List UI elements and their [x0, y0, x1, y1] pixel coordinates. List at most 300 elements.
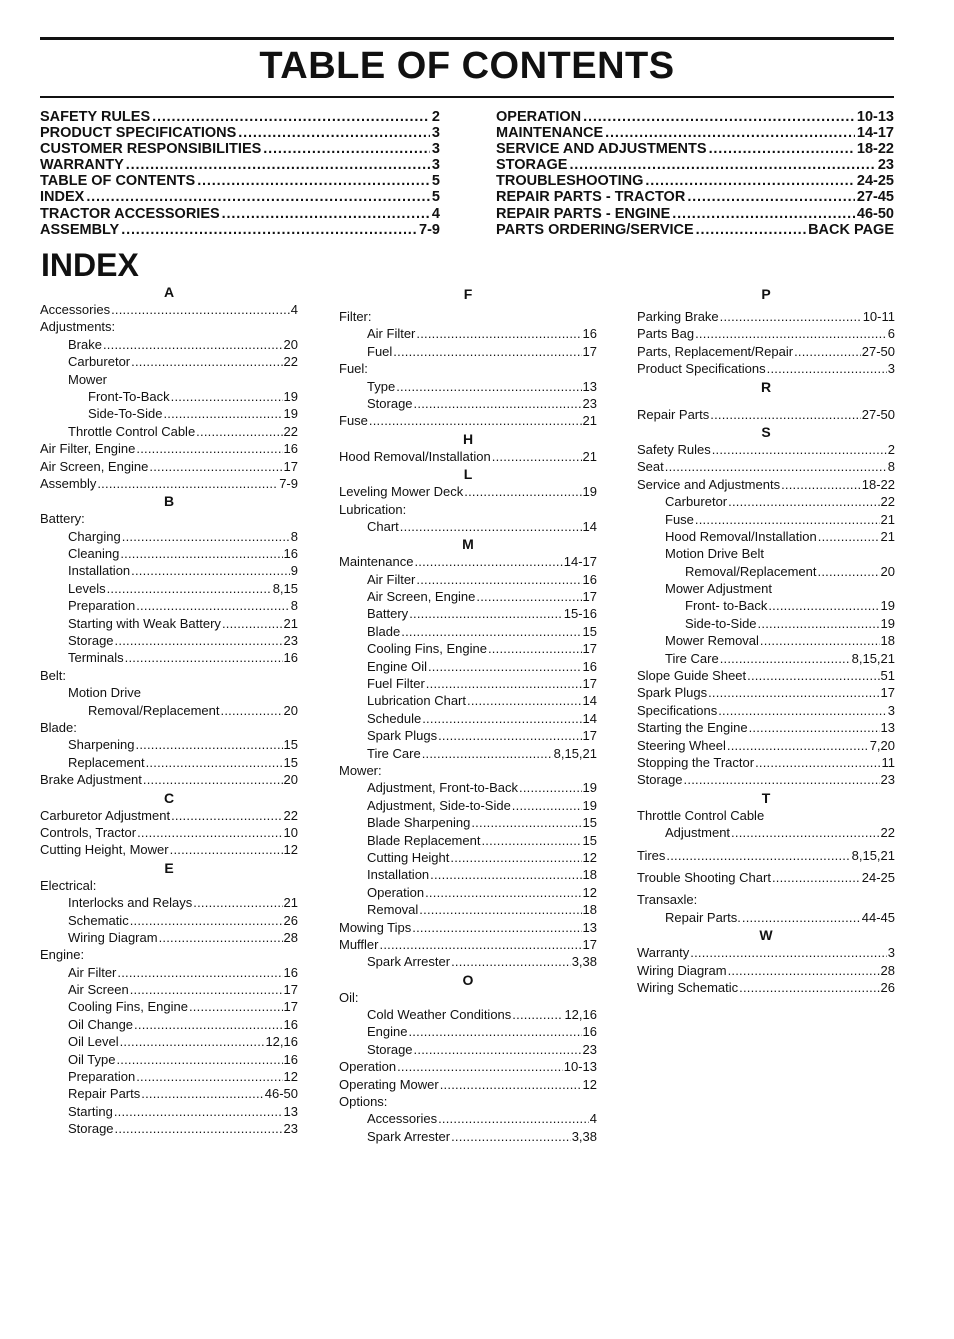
dot-leader [720, 650, 851, 667]
index-entry-page: 17 [582, 343, 597, 359]
index-entry [339, 395, 597, 412]
dot-leader [197, 173, 430, 189]
index-entry-page: 4 [290, 302, 298, 317]
index-entry-label: Operation [339, 1059, 397, 1075]
index-entry [40, 894, 298, 911]
index-entry [637, 847, 895, 864]
index-entry-page: 3,38 [571, 1128, 597, 1144]
index-entry [40, 684, 298, 701]
dot-leader [794, 343, 861, 360]
index-entry [637, 719, 895, 736]
index-entry [40, 877, 298, 894]
dot-leader [130, 981, 283, 998]
index-entry [40, 615, 298, 632]
index-entry [339, 1110, 597, 1127]
dot-leader [126, 157, 430, 173]
dot-leader [146, 754, 283, 771]
index-entry-page: 12 [582, 1076, 597, 1092]
index-entry-page: 23 [283, 1121, 298, 1137]
dot-leader [221, 702, 283, 719]
index-entry [637, 807, 895, 824]
index-entry-label: Slope Guide Sheet [637, 668, 747, 684]
index-entry-page: 16 [582, 571, 597, 587]
index-entry-label: Oil: [339, 989, 359, 1005]
index-entry-label: Service and Adjustments [637, 476, 781, 492]
index-entry-page: 21 [582, 448, 597, 464]
dot-leader [712, 441, 887, 458]
dot-leader [739, 979, 879, 996]
toc-entry-label: PRODUCT SPECIFICATIONS [40, 125, 237, 142]
index-entry-label: Product Specifications [637, 361, 766, 377]
dot-leader [121, 222, 417, 238]
index-entry-page: 17 [283, 999, 298, 1015]
index-entry [339, 1076, 597, 1093]
index-entry-label: Tires [637, 847, 666, 863]
index-entry [637, 979, 895, 996]
index-entry [339, 814, 597, 831]
index-entry [637, 476, 895, 493]
index-entry [40, 719, 298, 736]
index-entry-page: 27-50 [861, 343, 895, 359]
index-entry [339, 1041, 597, 1058]
index-entry-page: 15 [582, 815, 597, 831]
dot-leader [720, 308, 862, 325]
dot-leader [695, 325, 887, 342]
index-entry [40, 1033, 298, 1050]
dot-leader [120, 545, 282, 562]
index-entry-label: Accessories [367, 1111, 438, 1127]
index-entry [339, 448, 597, 465]
index-entry-label: Installation [367, 867, 430, 883]
index-entry [40, 318, 298, 335]
index-entry-label: Wiring Schematic [637, 979, 739, 995]
index-entry [40, 754, 298, 771]
index-entry-page: 16 [582, 326, 597, 342]
index-entry [637, 615, 895, 632]
dot-leader [605, 125, 855, 141]
index-entry [339, 779, 597, 796]
index-entry-label: Oil Level [68, 1034, 119, 1050]
index-entry-page: 23 [582, 395, 597, 411]
index-entry-label: Starting the Engine [637, 720, 748, 736]
index-entry-page: 12 [283, 1069, 298, 1085]
dot-leader [130, 912, 283, 929]
dot-leader [131, 562, 290, 579]
index-entry-label: Fuse [339, 413, 368, 429]
index-entry-label: Storage [367, 1041, 413, 1057]
index-entry [637, 511, 895, 528]
index-entry-page: 17 [582, 936, 597, 952]
index-entry-page: 8 [290, 598, 298, 614]
dot-leader [416, 571, 581, 588]
index-entry-label: Removal/Replacement [88, 702, 220, 718]
index-entry-page: 14 [582, 693, 597, 709]
dot-leader [196, 423, 282, 440]
index-entry-page: 19 [582, 484, 597, 500]
index-entry [637, 891, 895, 908]
index-entry-page: 17 [582, 676, 597, 692]
index-entry-page: 16 [582, 1024, 597, 1040]
index-entry-page: 12 [283, 842, 298, 858]
index-letter-heading: E [164, 859, 174, 876]
toc-entry-page: 4 [431, 205, 440, 222]
dot-leader [380, 936, 582, 953]
index-entry [40, 964, 298, 981]
index-entry-label: Storage [637, 772, 683, 788]
index-entry [40, 440, 298, 457]
index-entry-page: 11 [881, 754, 895, 770]
dot-leader [238, 125, 430, 141]
dot-leader [464, 483, 581, 500]
index-entry-page: 4 [589, 1111, 597, 1127]
index-entry-label: Cold Weather Conditions [367, 1007, 512, 1023]
dot-leader [665, 458, 887, 475]
index-letter-heading: A [163, 284, 175, 300]
index-entry-page: 19 [880, 598, 895, 614]
toc-entry-page: 27-45 [856, 189, 894, 206]
index-entry-label: Interlocks and Relays [68, 895, 193, 911]
index-entry-label: Adjustments: [40, 319, 116, 335]
toc-entry-page: BACK PAGE [808, 221, 894, 238]
dot-leader [414, 395, 582, 412]
index-entry-page: 13 [582, 378, 597, 394]
index-entry [40, 1085, 298, 1102]
index-entry [339, 989, 597, 1006]
index-entry-label: Terminals [68, 650, 124, 666]
dot-leader [414, 1041, 582, 1058]
index-entry-page: 3 [887, 945, 895, 961]
index-entry-page: 6 [887, 326, 895, 342]
index-entry [339, 866, 597, 883]
index-entry [339, 412, 597, 429]
dot-leader [103, 336, 283, 353]
index-entry [40, 528, 298, 545]
index-entry [40, 841, 298, 858]
index-entry [339, 692, 597, 709]
index-entry [339, 1006, 597, 1023]
index-entry-label: Specifications [637, 702, 718, 718]
index-entry-label: Repair Parts [68, 1086, 141, 1102]
index-entry-label: Steering Wheel [637, 737, 726, 753]
index-entry [40, 771, 298, 788]
index-entry [339, 518, 597, 535]
index-entry-label: Operating Mower [339, 1076, 439, 1092]
index-entry-label: Removal/Replacement [685, 563, 817, 579]
index-entry-page: 8 [290, 528, 298, 544]
dot-leader [136, 1068, 282, 1085]
index-entry-label: Motion Drive Belt [665, 546, 764, 562]
index-entry-page: 24-25 [861, 869, 895, 885]
dot-leader [369, 412, 582, 429]
index-entry-page: 8,15,21 [851, 650, 895, 666]
index-entry-label: Oil Type [68, 1051, 116, 1067]
dot-leader [451, 953, 571, 970]
index-entry-label: Cooling Fins, Engine [367, 641, 487, 657]
index-entry [40, 946, 298, 963]
toc-entry [496, 125, 894, 141]
index-entry-page: 17 [283, 458, 298, 474]
dot-leader [488, 640, 582, 657]
index-entry-page: 7-9 [279, 475, 298, 491]
index-entry-page: 23 [582, 1041, 597, 1057]
dot-leader [414, 553, 562, 570]
index-entry-page: 23 [880, 772, 895, 788]
index-entry [40, 632, 298, 649]
index-entry [637, 343, 895, 360]
toc-entry-label: TABLE OF CONTENTS [40, 173, 196, 190]
index-entry [339, 1023, 597, 1040]
index-entry-page: 22 [880, 825, 895, 841]
dot-leader [758, 615, 880, 632]
index-entry-label: Charging [68, 528, 121, 544]
toc-entry [496, 189, 894, 205]
index-entry [40, 702, 298, 719]
index-entry-label: Adjustment [665, 825, 731, 841]
dot-leader [710, 406, 861, 423]
dot-leader [476, 588, 581, 605]
dot-leader [666, 847, 850, 864]
index-entry-label: Carburetor [68, 354, 131, 370]
toc-entry [496, 206, 894, 222]
dot-leader [467, 692, 582, 709]
index-entry [40, 475, 298, 492]
index-entry [40, 807, 298, 824]
dot-leader [136, 440, 282, 457]
dot-leader [718, 702, 887, 719]
index-entry [637, 632, 895, 649]
index-entry [637, 563, 895, 580]
index-entry [637, 869, 895, 886]
index-entry [40, 336, 298, 353]
toc-entry [40, 141, 440, 157]
index-entry-label: Spark Arrester [367, 1128, 451, 1144]
index-entry-label: Controls, Tractor [40, 824, 137, 840]
dot-leader [409, 605, 563, 622]
index-entry-page: 16 [283, 1051, 298, 1067]
index-entry [40, 1103, 298, 1120]
index-entry-label: Muffler [339, 936, 379, 952]
toc-entry-label: REPAIR PARTS - ENGINE [496, 205, 671, 222]
dot-leader [170, 841, 283, 858]
index-entry-page: 27-50 [861, 406, 895, 422]
index-entry [40, 597, 298, 614]
dot-leader [760, 632, 880, 649]
index-entry-label: Sharpening [68, 737, 135, 753]
index-entry-page: 21 [582, 413, 597, 429]
index-letter-heading: W [759, 927, 773, 944]
index-entry-label: Engine Oil [367, 658, 427, 674]
index-entry-label: Fuel [367, 343, 393, 359]
index-entry [339, 343, 597, 360]
dot-leader [134, 1016, 282, 1033]
dot-leader [111, 301, 290, 318]
index-entry [339, 553, 597, 570]
index-entry [637, 684, 895, 701]
index-entry [637, 458, 895, 475]
index-entry-label: Cleaning [68, 546, 120, 562]
dot-leader [569, 157, 875, 173]
index-entry-page: 16 [582, 658, 597, 674]
index-entry-label: Schematic [68, 912, 129, 928]
index-title: INDEX [41, 247, 139, 283]
index-entry-label: Storage [68, 633, 114, 649]
index-entry-label: Safety Rules [637, 441, 711, 457]
toc-entry-label: SAFETY RULES [40, 109, 151, 125]
dot-leader [492, 448, 582, 465]
dot-leader [818, 528, 880, 545]
index-entry [637, 528, 895, 545]
index-entry-label: Assembly [40, 475, 97, 491]
index-entry [637, 702, 895, 719]
dot-leader [425, 884, 581, 901]
index-entry-label: Throttle Control Cable [637, 807, 765, 823]
index-entry-label: Oil Change [68, 1016, 134, 1032]
index-entry-page: 3 [887, 361, 895, 377]
index-entry [339, 378, 597, 395]
toc-entry-page: 46-50 [856, 205, 894, 222]
index-entry [339, 1093, 597, 1110]
dot-leader [747, 667, 879, 684]
index-entry-label: Adjustment, Front-to-Back [367, 780, 518, 796]
index-entry [637, 650, 895, 667]
index-entry-label: Blade Sharpening [367, 815, 471, 831]
index-entry-label: Options: [339, 1094, 388, 1110]
index-entry [637, 667, 895, 684]
index-entry [637, 406, 895, 423]
index-entry [40, 649, 298, 666]
index-entry [339, 797, 597, 814]
index-letter-heading: H [462, 430, 474, 447]
index-entry-label: Parking Brake [637, 309, 719, 324]
index-entry [40, 371, 298, 388]
index-entry-page: 3 [887, 702, 895, 718]
index-entry-label: Transaxle: [637, 892, 698, 908]
dot-leader [193, 894, 282, 911]
dot-leader [107, 580, 272, 597]
dot-leader [768, 597, 879, 614]
index-entry-page: 9 [290, 563, 298, 579]
index-entry-page: 17 [582, 728, 597, 744]
index-entry-label: Mower [68, 371, 108, 387]
dot-leader [696, 222, 806, 238]
index-entry-page: 17 [283, 982, 298, 998]
toc-entry-label: STORAGE [496, 157, 568, 174]
index-entry [40, 423, 298, 440]
top-rule [40, 37, 894, 40]
index-entry-label: Carburetor [665, 494, 728, 510]
index-entry-page: 13 [880, 720, 895, 736]
dot-leader [171, 388, 283, 405]
index-entry-label: Stopping the Tractor [637, 754, 755, 770]
toc-entry-label: INDEX [40, 189, 85, 206]
index-entry-label: Air Screen [68, 982, 129, 998]
index-entry-page: 12,16 [265, 1034, 298, 1050]
index-entry-page: 17 [582, 641, 597, 657]
index-entry-label: Repair Parts. [665, 909, 741, 925]
index-entry-page: 18 [582, 902, 597, 918]
dot-leader [141, 1085, 264, 1102]
index-entry-label: Repair Parts [637, 406, 710, 422]
index-column-1 [40, 283, 298, 1138]
index-entry-label: Cutting Height [367, 849, 450, 865]
index-entry-label: Front-To-Back [88, 388, 170, 404]
index-entry-page: 20 [283, 336, 298, 352]
toc-entry-page: 24-25 [856, 173, 894, 190]
toc-entry [496, 157, 894, 173]
dot-leader [171, 807, 282, 824]
index-entry-page: 15 [283, 737, 298, 753]
dot-leader [422, 745, 553, 762]
index-entry [339, 658, 597, 675]
index-entry-page: 26 [283, 912, 298, 928]
toc-entry-page: 10-13 [856, 109, 894, 125]
dot-leader [450, 849, 581, 866]
dot-leader [115, 632, 283, 649]
index-entry-label: Maintenance [339, 554, 414, 570]
index-column-3 [637, 285, 895, 996]
index-entry-page: 22 [283, 354, 298, 370]
index-entry-page: 20 [283, 772, 298, 788]
index-entry-page: 13 [582, 919, 597, 935]
index-entry [339, 745, 597, 762]
dot-leader [481, 832, 581, 849]
index-entry-page: 19 [283, 406, 298, 422]
index-column-2 [339, 285, 597, 1145]
index-entry-label: Blade: [40, 719, 77, 735]
index-entry [339, 762, 597, 779]
page-title: TABLE OF CONTENTS [259, 45, 675, 87]
index-entry-label: Mower Removal [665, 633, 759, 649]
toc-entry-label: REPAIR PARTS - TRACTOR [496, 189, 686, 206]
index-entry-label: Replacement [68, 754, 145, 770]
index-entry-page: 28 [283, 929, 298, 945]
toc-entry-label: PARTS ORDERING/SERVICE [496, 221, 694, 238]
dot-leader [131, 353, 282, 370]
index-entry-page: 23 [283, 633, 298, 649]
index-entry [339, 571, 597, 588]
dot-leader [684, 771, 880, 788]
index-entry-page: 16 [283, 650, 298, 666]
index-entry [339, 605, 597, 622]
index-entry [40, 1068, 298, 1085]
dot-leader [471, 814, 581, 831]
index-entry [339, 588, 597, 605]
index-entry-label: Parts Bag [637, 326, 695, 342]
dot-leader [120, 1033, 265, 1050]
index-entry [40, 1120, 298, 1137]
index-entry-page: 10-11 [862, 309, 895, 324]
index-entry-label: Storage [367, 395, 413, 411]
index-entry [339, 727, 597, 744]
index-entry-label: Blade Replacement [367, 832, 481, 848]
index-letter-heading: F [463, 286, 473, 302]
index-entry-label: Levels [68, 580, 106, 596]
dot-leader [222, 206, 430, 222]
index-entry-page: 51 [880, 668, 895, 684]
toc-entry-page: 5 [431, 189, 440, 206]
index-entry-label: Lubrication Chart [367, 693, 466, 709]
index-entry [40, 929, 298, 946]
toc-entry-label: OPERATION [496, 109, 582, 125]
dot-leader [728, 493, 879, 510]
index-entry [40, 353, 298, 370]
index-entry-page: 18 [880, 633, 895, 649]
dot-leader [430, 866, 581, 883]
index-entry-label: Cooling Fins, Engine [68, 999, 188, 1015]
toc-entry [496, 109, 894, 125]
index-entry-page: 8,15,21 [851, 847, 895, 863]
toc-entry [496, 141, 894, 157]
